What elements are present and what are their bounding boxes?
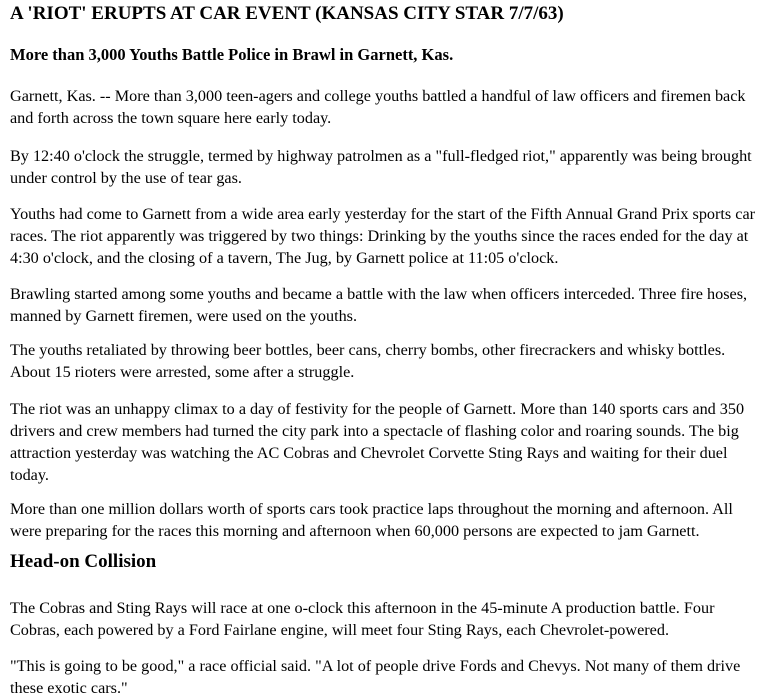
section-heading: Head-on Collision <box>10 551 157 572</box>
article-headline: A 'RIOT' ERUPTS AT CAR EVENT (KANSAS CITY STAR 7/7/63) <box>10 3 564 24</box>
paragraph-2: By 12:40 o'clock the struggle, termed by highway patrolmen as a "full-fledged riot," apparently was being brought under control by the use of tear gas. <box>10 147 752 187</box>
section-paragraph-1: The Cobras and Sting Rays will race at one o-clock this afternoon in the 45-minute A production battle. Four Cobras, each powered by a Ford Fairlane engine, will meet four Sting Rays, each Chevrolet-powered. <box>10 599 715 639</box>
paragraph-3: Youths had come to Garnett from a wide area early yesterday for the start of the Fifth Annual Grand Prix sports car races. The riot apparently was triggered by two things: Drinking by the youths since the races ended for the day at 4:30 o'clock, and the closing of a tavern, The Jug, by Garnett police at 11:05 o'clock. <box>10 205 756 267</box>
paragraph-1: Garnett, Kas. -- More than 3,000 teen-agers and college youths battled a handful of law officers and firemen back and forth across the town square here early today. <box>10 87 746 127</box>
section-paragraph-2: "This is going to be good," a race official said. "A lot of people drive Fords and Chevys. Not many of them drive these exotic cars." <box>10 657 741 697</box>
paragraph-7: More than one million dollars worth of sports cars took practice laps throughout the morning and afternoon. All were preparing for the races this morning and afternoon when 60,000 persons are expected to jam Garnett. <box>10 500 733 540</box>
paragraph-4: Brawling started among some youths and became a battle with the law when officers interceded. Three fire hoses, manned by Garnett firemen, were used on the youths. <box>10 285 748 325</box>
article-subheadline: More than 3,000 Youths Battle Police in Brawl in Garnett, Kas. <box>10 45 454 64</box>
paragraph-5: The youths retaliated by throwing beer bottles, beer cans, cherry bombs, other firecrackers and whisky bottles. About 15 rioters were arrested, some after a struggle. <box>10 341 726 381</box>
paragraph-6: The riot was an unhappy climax to a day of festivity for the people of Garnett. More than 140 sports cars and 350 drivers and crew members had turned the city park into a spectacle of flashing color and roaring sounds. The big attraction yesterday was watching the AC Cobras and Chevrolet Corvette Sting Rays and waiting for their duel today. <box>10 400 745 484</box>
